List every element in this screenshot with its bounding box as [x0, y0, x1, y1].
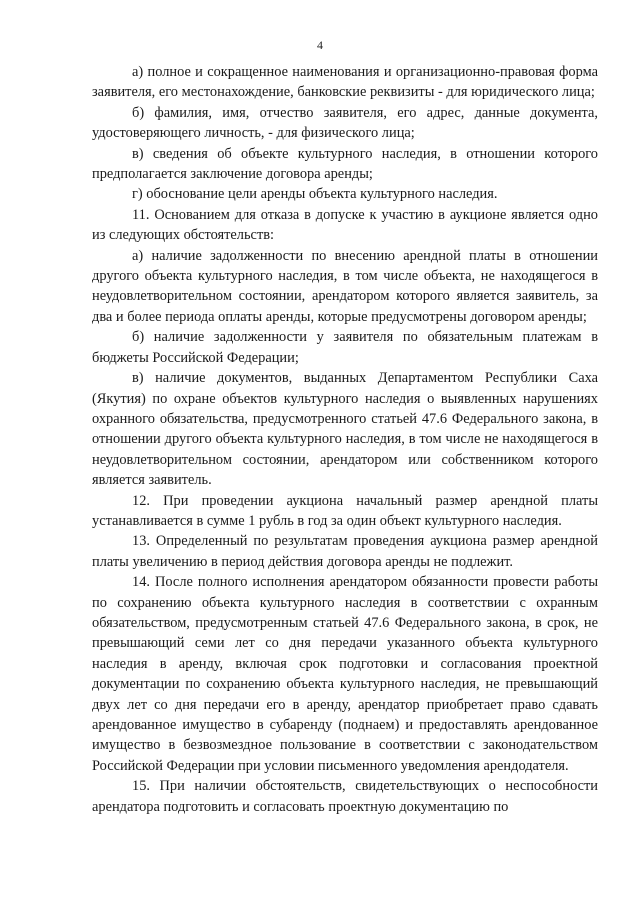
paragraph-14: 14. После полного исполнения арендатором обязанности провести работы по сохранению объекта культурного наследия в соответствии с охранным обязательством, предусмотренным статьей 47.6 Федерального закона, в срок, не превышающий семи лет со дня передачи указанного объекта культурного наследия в аренду, включая срок подготовки и согласования проектной документации по сохранению объекта культурного наследия, не превышающий двух лет со дня передачи его в аренду, арендатор приобретает право сдавать арендованное имущество в субаренду (поднаем) и предоставлять арендованное имущество в безвозмездное пользование в соответствии с законодательством Российской Федерации при условии письменного уведомления арендодателя.: [92, 574, 598, 774]
document-body: [92, 62, 598, 817]
paragraph-1d: г) обоснование цели аренды объекта культурного наследия.: [132, 186, 498, 203]
paragraph-11: 11. Основанием для отказа в допуске к участию в аукционе является одно из следующих обстоятельств:: [92, 206, 598, 244]
paragraph-11b: б) наличие задолженности у заявителя по обязательным платежам в бюджеты Российской Федерации;: [92, 329, 598, 366]
paragraph-15: 15. При наличии обстоятельств, свидетельствующих о неспособности арендатора подготовить и согласовать проектную документацию по: [92, 778, 598, 815]
paragraph-13: 13. Определенный по результатам проведения аукциона размер арендной платы увеличению в период действия договора аренды не подлежит.: [92, 533, 598, 570]
paragraph-1b: б) фамилия, имя, отчество заявителя, его адрес, данные документа, удостоверяющего личность, - для физического лица;: [92, 104, 598, 142]
paragraph-11a: а) наличие задолженности по внесению арендной платы в отношении другого объекта культурного наследия, в том числе объекта, не находящегося в неудовлетворительном состоянии, арендатором которого является заявитель, за два и более периода оплаты аренды, которые предусмотрены договором аренды;: [92, 247, 598, 325]
paragraph-1c: в) сведения об объекте культурного наследия, в отношении которого предполагается заключение договора аренды;: [92, 145, 598, 183]
paragraph-1a: а) полное и сокращенное наименования и организационно-правовая форма заявителя, его местонахождение, банковские реквизиты - для юридического лица;: [92, 64, 598, 101]
paragraph-11c: в) наличие документов, выданных Департаментом Республики Саха (Якутия) по охране объектов культурного наследия о выявленных нарушениях охранного обязательства, предусмотренного статьей 47.6 Федерального закона, в отношении другого объекта культурного наследия, в том числе не находящегося в неудовлетворительном состоянии, арендатором или собственником которого является заявитель.: [92, 370, 598, 489]
paragraph-12: 12. При проведении аукциона начальный размер арендной платы устанавливается в сумме 1 рубль в год за один объект культурного наследия.: [92, 492, 598, 529]
page-number: 4: [317, 38, 323, 52]
